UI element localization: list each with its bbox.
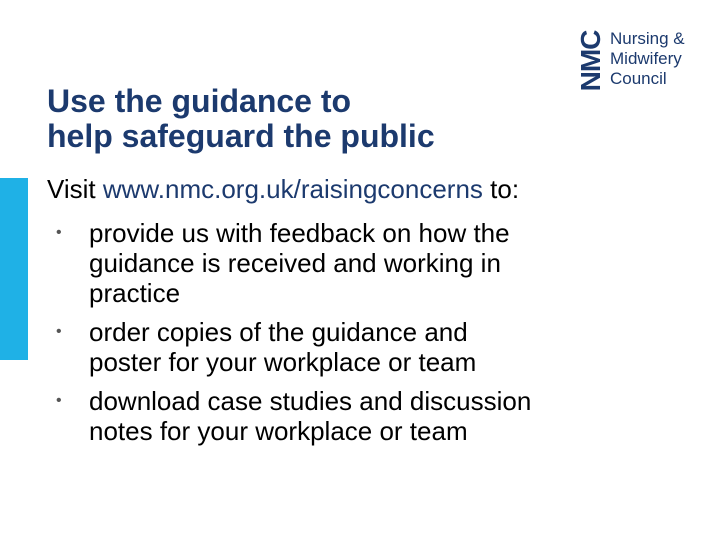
nmc-logo-wordmark — [610, 29, 685, 89]
bullet-line: provide us with feedback on how the — [89, 218, 510, 248]
bullet-item-feedback — [56, 218, 616, 308]
nmc-logo — [575, 28, 708, 94]
intro-suffix: to: — [482, 174, 520, 204]
raising-concerns-link[interactable]: www.nmc.org.uk/raisingconcerns — [102, 174, 483, 204]
nmc-logo-mark-text: NMC — [575, 30, 606, 92]
slide-title — [47, 84, 435, 154]
bullet-line: guidance is received and working in — [89, 248, 501, 278]
bullet-line: order copies of the guidance and — [89, 317, 468, 347]
logo-line-3: Council — [610, 69, 667, 88]
accent-bar — [0, 178, 28, 360]
logo-line-2: Midwifery — [610, 49, 682, 68]
logo-line-1: Nursing & — [610, 29, 685, 48]
bullet-line: notes for your workplace or team — [89, 416, 468, 446]
bullet-line: practice — [89, 278, 181, 308]
bullet-line: download case studies and discussion — [89, 386, 532, 416]
slide-title-line-1: Use the guidance to — [47, 83, 352, 119]
bullet-list — [56, 218, 616, 455]
slide-title-line-2: help safeguard the public — [47, 118, 435, 154]
intro-text — [47, 174, 519, 204]
bullet-dot-icon: • — [56, 224, 62, 241]
bullet-item-order-copies — [56, 317, 616, 377]
bullet-line: poster for your workplace or team — [89, 347, 477, 377]
bullet-dot-icon: • — [56, 392, 62, 409]
nmc-logo-mark — [575, 28, 606, 94]
intro-prefix: Visit — [47, 174, 103, 204]
bullet-dot-icon: • — [56, 323, 62, 340]
bullet-item-download — [56, 386, 616, 446]
